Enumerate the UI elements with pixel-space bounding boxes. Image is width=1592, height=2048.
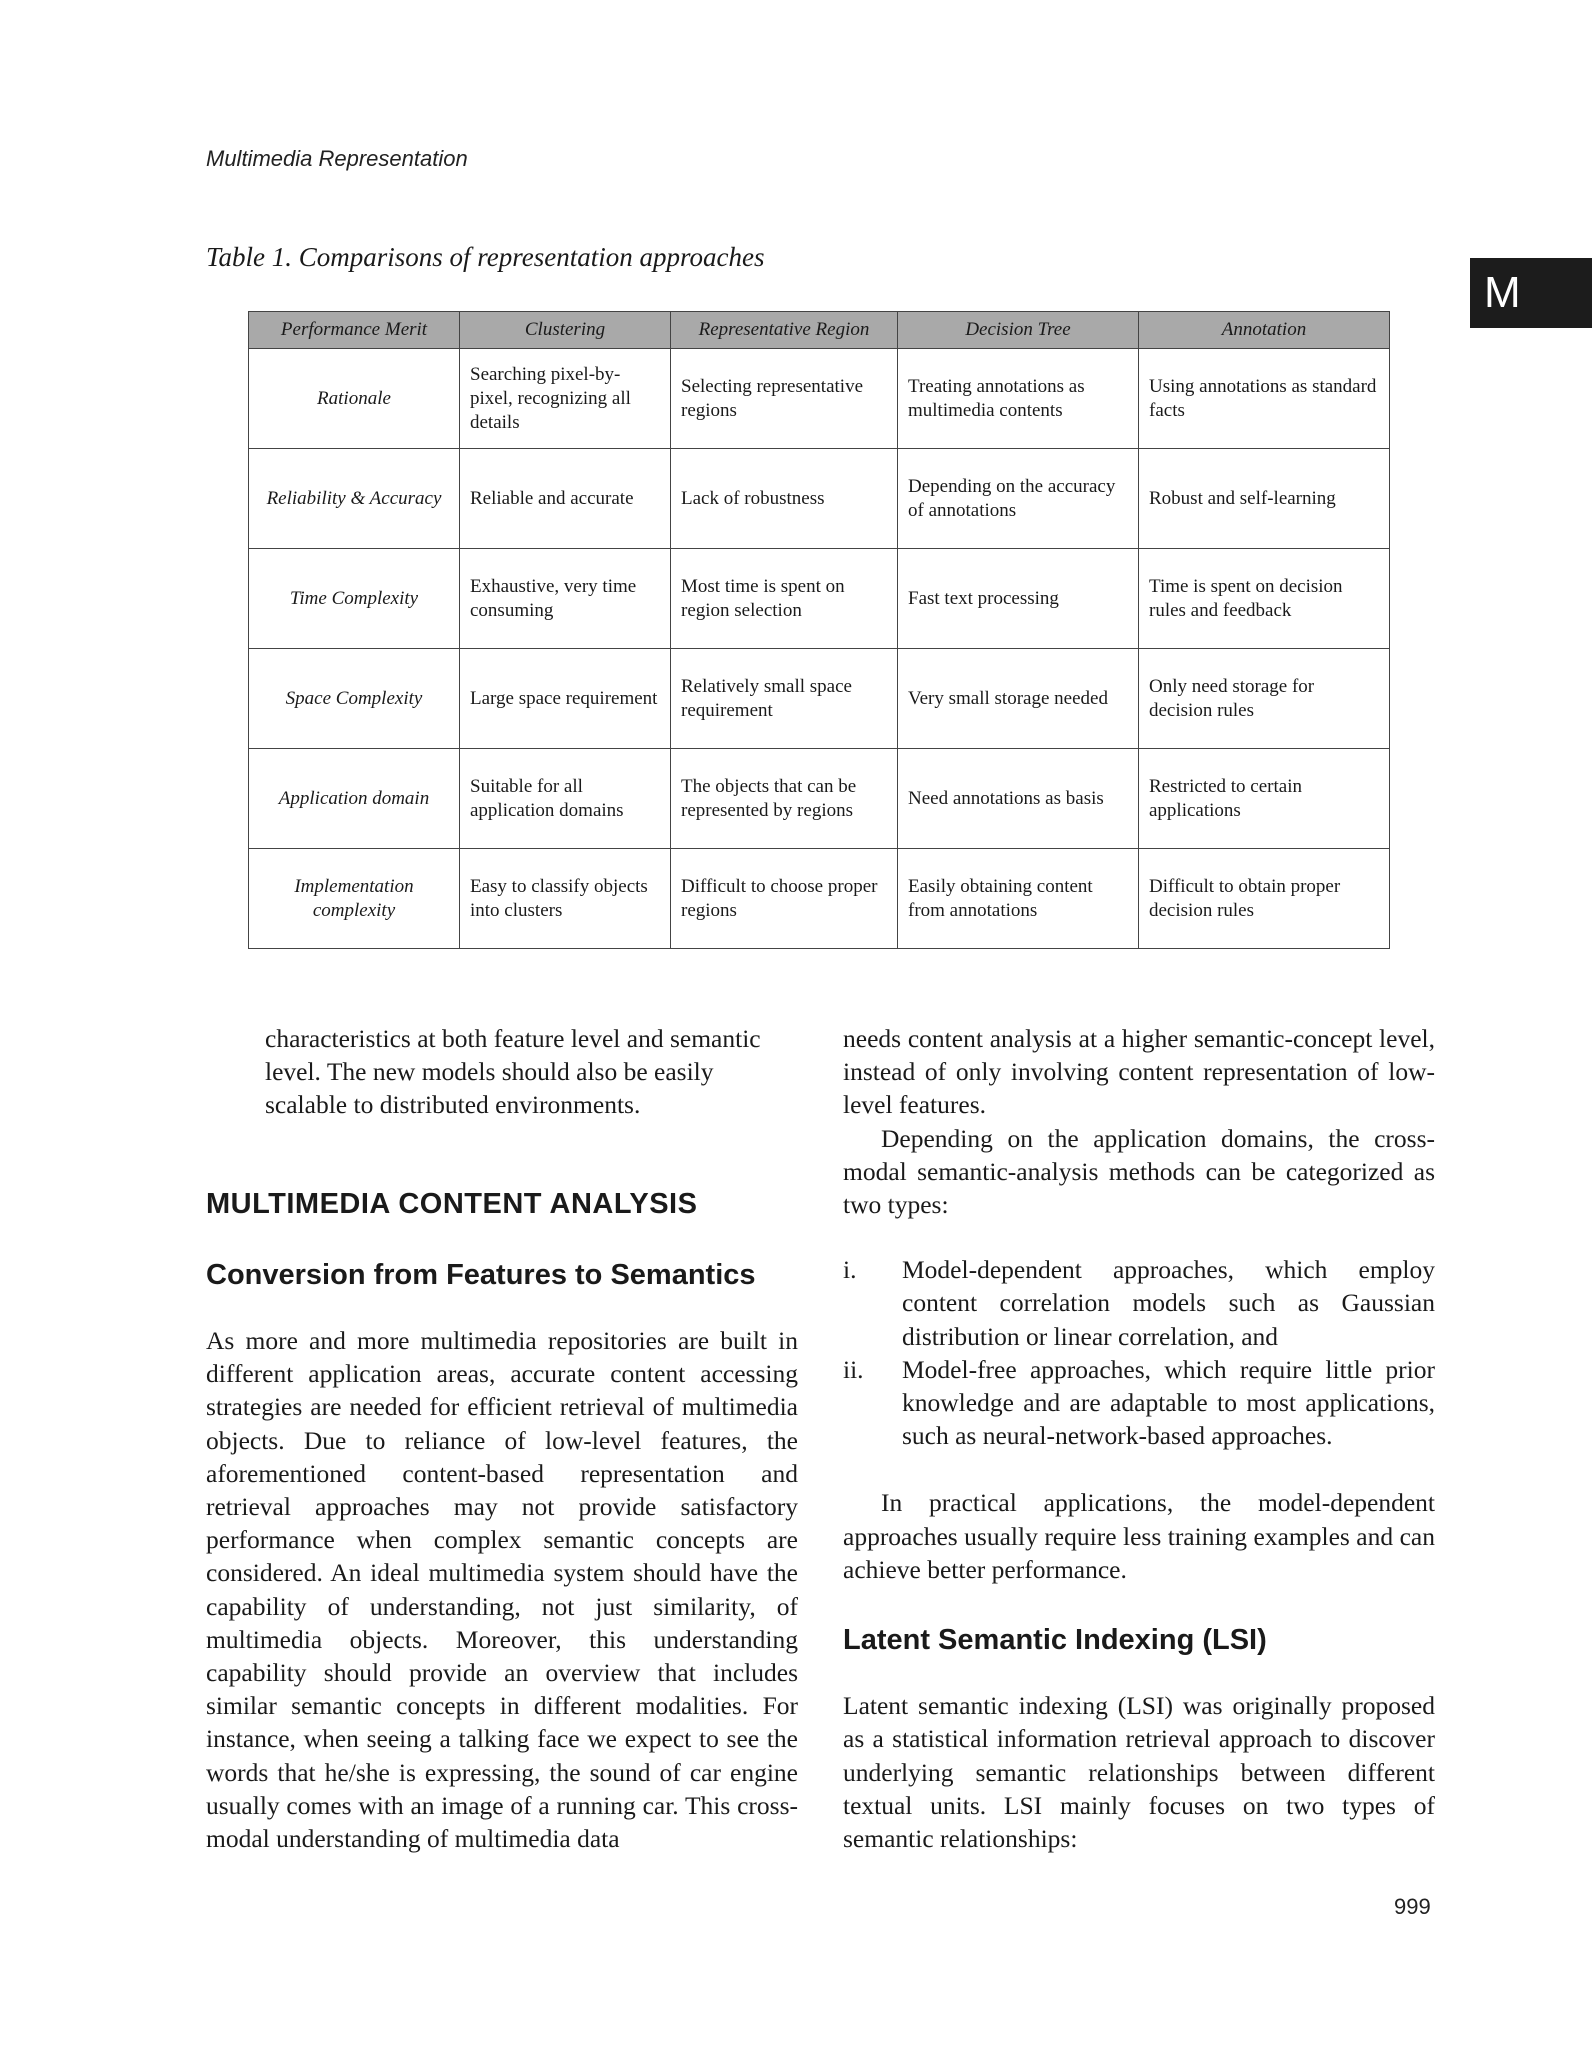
- comparison-table: [248, 311, 1390, 949]
- table-row: [249, 349, 1390, 449]
- table-row: [249, 649, 1390, 749]
- table-cell: Lack of robustness: [671, 449, 898, 549]
- table-cell: Restricted to certain applications: [1139, 749, 1390, 849]
- table-cell: Very small storage needed: [898, 649, 1139, 749]
- body-paragraph: In practical applications, the model-dependent approaches usually require less training examples and can achieve better performance.: [843, 1488, 1435, 1584]
- body-paragraph: Depending on the application domains, the cross-modal semantic-analysis methods can be categorized as two types:: [843, 1123, 1435, 1220]
- table-cell: Need annotations as basis: [898, 749, 1139, 849]
- table-caption: Table 1. Comparisons of representation approaches: [206, 242, 765, 272]
- list-item: [843, 1253, 1435, 1353]
- table-cell: Most time is spent on region selection: [671, 549, 898, 649]
- merit-cell: Space Complexity: [249, 649, 460, 749]
- table-cell: Treating annotations as multimedia contents: [898, 349, 1139, 449]
- table-header-row: [249, 312, 1390, 349]
- table-cell: Difficult to choose proper regions: [671, 849, 898, 949]
- left-column: [206, 1022, 798, 1855]
- table-cell: Relatively small space requirement: [671, 649, 898, 749]
- merit-cell: Rationale: [249, 349, 460, 449]
- section-heading: MULTIMEDIA CONTENT ANALYSIS: [206, 1187, 698, 1220]
- table-cell: Easy to classify objects into clusters: [460, 849, 671, 949]
- list-marker: i.: [843, 1255, 857, 1285]
- table-cell: Difficult to obtain proper decision rules: [1139, 849, 1390, 949]
- column-header: Decision Tree: [898, 312, 1139, 349]
- body-paragraph: Latent semantic indexing (LSI) was originally proposed as a statistical information retrieval approach to discover underlying semantic relationships between different textual units. LSI mainly focuses on two types of semantic relationships:: [843, 1691, 1435, 1854]
- table-cell: Reliable and accurate: [460, 449, 671, 549]
- column-header: Annotation: [1139, 312, 1390, 349]
- table-cell: Easily obtaining content from annotations: [898, 849, 1139, 949]
- right-column: [843, 1022, 1435, 1855]
- table-cell: Large space requirement: [460, 649, 671, 749]
- subsection-heading: Conversion from Features to Semantics: [206, 1258, 756, 1291]
- list-item-text: Model-dependent approaches, which employ content correlation models such as Gaussian distribution or linear correlation, and: [902, 1255, 1435, 1351]
- table-cell: Fast text processing: [898, 549, 1139, 649]
- table-row: [249, 449, 1390, 549]
- table-row: [249, 549, 1390, 649]
- continued-paragraph: needs content analysis at a higher semantic-concept level, instead of only involving content representation of low-level features.: [843, 1024, 1435, 1120]
- merit-cell: Application domain: [249, 749, 460, 849]
- merit-cell: Time Complexity: [249, 549, 460, 649]
- running-header: Multimedia Representation: [206, 146, 468, 171]
- table-cell: Only need storage for decision rules: [1139, 649, 1390, 749]
- merit-cell: Reliability & Accuracy: [249, 449, 460, 549]
- table-cell: Suitable for all application domains: [460, 749, 671, 849]
- column-header: Performance Merit: [249, 312, 460, 349]
- table-cell: Searching pixel-by-pixel, recognizing all details: [460, 349, 671, 449]
- table-row: [249, 849, 1390, 949]
- section-thumb-tab: M: [1470, 258, 1592, 328]
- list-item: [843, 1353, 1435, 1453]
- table-cell: Time is spent on decision rules and feedback: [1139, 549, 1390, 649]
- page-number: 999: [1394, 1894, 1431, 1919]
- table-cell: Selecting representative regions: [671, 349, 898, 449]
- table-cell: Depending on the accuracy of annotations: [898, 449, 1139, 549]
- column-header: Representative Region: [671, 312, 898, 349]
- subsubsection-heading: Latent Semantic Indexing (LSI): [843, 1624, 1267, 1657]
- body-paragraph: As more and more multimedia repositories are built in different application areas, accurate content accessing strategies are needed for efficient retrieval of multimedia objects. Due to reliance of low-level features, the aforementioned content-based representation and retrieval approaches may not provide satisfactory performance when complex semantic concepts are considered. An ideal multimedia system should have the capability of understanding, not just similarity, of multimedia objects. Moreover, this understanding capability should provide an overview that includes similar semantic concepts in different modalities. For instance, when seeing a talking face we expect to see the words that he/she is expressing, the sound of car engine usually comes with an image of a running car. This cross-modal understanding of multimedia data: [206, 1326, 798, 1854]
- table-cell: Using annotations as standard facts: [1139, 349, 1390, 449]
- table-cell: Robust and self-learning: [1139, 449, 1390, 549]
- column-header: Clustering: [460, 312, 671, 349]
- table-cell: Exhaustive, very time consuming: [460, 549, 671, 649]
- table-row: [249, 749, 1390, 849]
- list-item-text: Model-free approaches, which require little prior knowledge and are adaptable to most applications, such as neural-network-based approaches.: [902, 1354, 1435, 1451]
- table-cell: The objects that can be represented by regions: [671, 749, 898, 849]
- list-marker: ii.: [843, 1354, 864, 1384]
- approaches-list: [843, 1253, 1435, 1452]
- continued-paragraph: characteristics at both feature level and semantic level. The new models should also be easily scalable to distributed environments.: [265, 1024, 761, 1120]
- merit-cell: Implementation complexity: [249, 849, 460, 949]
